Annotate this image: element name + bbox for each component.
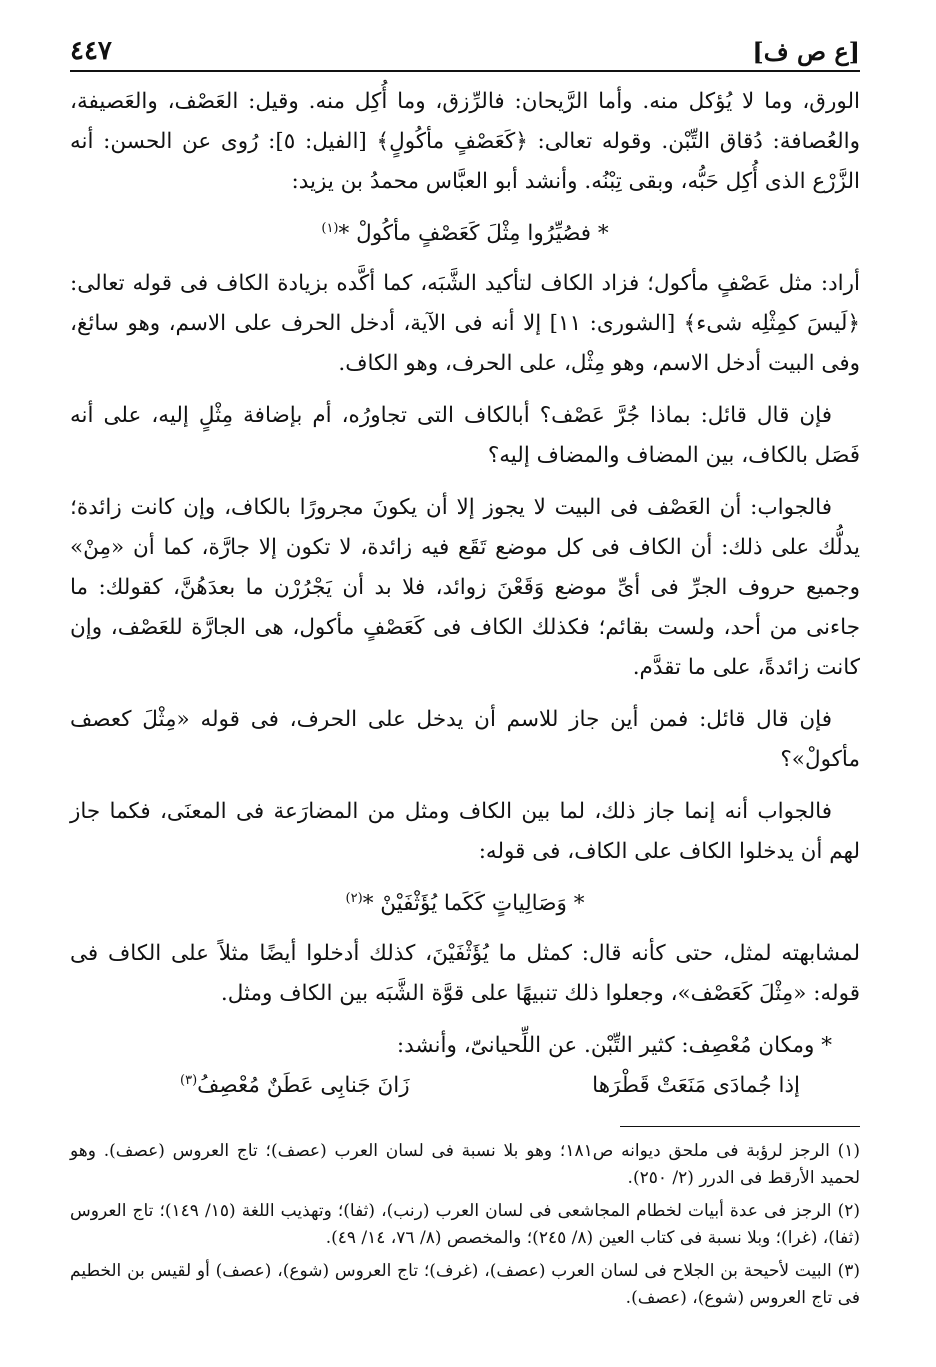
footnotes [70, 1138, 860, 1318]
footnote-2: (٢) الرجز فى عدة أبيات لخطام المجاشعى فى لسان العرب (رنب)، (ثفا)؛ وتهذيب اللغة (١٥/ ١٤٩)؛ تاج العروس (ثفا)، (غرا)؛ وبلا نسبة فى كتاب العين (٨/ ٢٤٥)؛ والمخصص (٨/ ٧٦، ١٤/ ٤٩). [70, 1201, 860, 1248]
footnote-1: (١) الرجز لرؤبة فى ملحق ديوانه ص١٨١؛ وهو بلا نسبة فى لسان العرب (عصف)؛ تاج العروس (عصف). وهو لحميد الأرقط فى الدرر (٢/ ٢٥٠). [70, 1141, 860, 1188]
verse-2-footnote-ref: (٢) [345, 890, 363, 906]
verse-3-second-hemistich-wrap [180, 1068, 410, 1104]
verse-1-text: * فصُيِّرُوا مِثْلَ كَعَصْفٍ مأكُولْ * [338, 221, 609, 246]
main-text [70, 82, 860, 1104]
verse-1 [70, 214, 860, 254]
footnote-3: (٣) البيت لأحيحة بن الجلاح فى لسان العرب (عصف)، (غرف)؛ تاج العروس (شوع)، (عصف) أو لقيس بن الخطيم فى تاج العروس (شوع)، (عصف). [70, 1261, 860, 1308]
paragraph-2: أراد: مثل عَصْفٍ مأكول؛ فزاد الكاف لتأكيد الشَّبَه، كما أكَّده بزيادة الكاف فى قوله تعالى: ﴿لَيسَ كمِثْلِه شىء﴾ [الشورى: ١١] إلا أنه فى الآية، أدخل الحرف على الاسم، وهو سائغ، وفى البيت أدخل الاسم، وهو مِثْل، على الحرف، وهو الكاف. [70, 271, 860, 376]
paragraph-5: فإن قال قائل: فمن أين جاز للاسم أن يدخل على الحرف، فى قوله «مِثْلَ كعصف مأكولْ»؟ [70, 707, 860, 772]
paragraph-7: لمشابهته لمثل، حتى كأنه قال: كمثل ما يُؤَثْفَيْنَ، كذلك أدخلوا أيضًا مثلاً على الكاف فى قوله: «مِثْلَ كَعَصْف»، وجعلوا ذلك تنبيهًا على قوَّة الشَّبَه بين الكاف ومثل. [70, 941, 860, 1006]
page-number: ٤٤٧ [70, 36, 112, 66]
footnote-divider [620, 1126, 860, 1127]
verse-3-second-hemistich: زَانَ جَنابِى عَطَنٌ مُعْصِفُ [197, 1073, 410, 1098]
verse-3-first-hemistich: إذا جُمادَى مَنَعَتْ قَطْرَها [592, 1073, 800, 1098]
verse-2 [70, 884, 860, 924]
verse-1-footnote-ref: (١) [321, 220, 339, 236]
paragraph-4: فالجواب: أن العَصْف فى البيت لا يجوز إلا أن يكونَ مجرورًا بالكاف، وإن كانت زائدة؛ يدلُّك على ذلك: أن الكاف فى كل موضع تَقَع فيه زائدة، لا تكون إلا جارَّة، كما أن «مِنْ» وجميع حروف الجرِّ فى أىِّ موضع وَقَعْنَ زوائد، فلا بد أن يَجْرُرْن ما بعدَهُنَّ، كقولك: ما جاءنى من أحد، ولست بقائم؛ فكذلك الكاف فى كَعَصْفٍ مأكول، هى الجارَّة للعَصْف، وإن كانت زائدةً، على ما تقدَّم. [70, 495, 860, 680]
page [70, 28, 860, 1338]
verse-3-footnote-ref: (٣) [180, 1072, 198, 1088]
paragraph-1: الورق، وما لا يُؤكل منه. وأما الرَّيحان: فالرِّزق، وما أُكِل منه. وقيل: العَصْف، والعَصيفة، والعُصافة: دُقاق التِّبْن. وقوله تعالى: ﴿كَعَصْفٍ مأكُولٍ﴾ [الفيل: ٥]: رُوى عن الحسن: أنه الزَّرْع الذى أُكِل حَبُّه، وبقى تِبْنُه. وأنشد أبو العبَّاس محمدُ بن يزيد: [70, 89, 861, 194]
verse-2-text: * وَصَالِياتٍ كَكَما يُؤَثْفَيْنْ * [362, 891, 585, 916]
paragraph-8: * ومكان مُعْصِف: كثير التِّبْن. عن اللِّحيانىّ، وأنشد: [396, 1033, 832, 1058]
verse-3 [70, 1068, 860, 1104]
page-header [70, 28, 860, 72]
paragraph-3: فإن قال قائل: بماذا جُرَّ عَصْف؟ أبالكاف التى تجاورُه، أم بإضافة مِثْلٍ إليه، على أنه فَصَل بالكاف، بين المضاف والمضاف إليه؟ [70, 403, 860, 468]
paragraph-6: فالجواب أنه إنما جاز ذلك، لما بين الكاف ومثل من المضارَعة فى المعنَى، فكما جاز لهم أن يدخلوا الكاف على الكاف، فى قوله: [70, 799, 860, 864]
section-root-label: [ع ص ف] [752, 37, 860, 66]
